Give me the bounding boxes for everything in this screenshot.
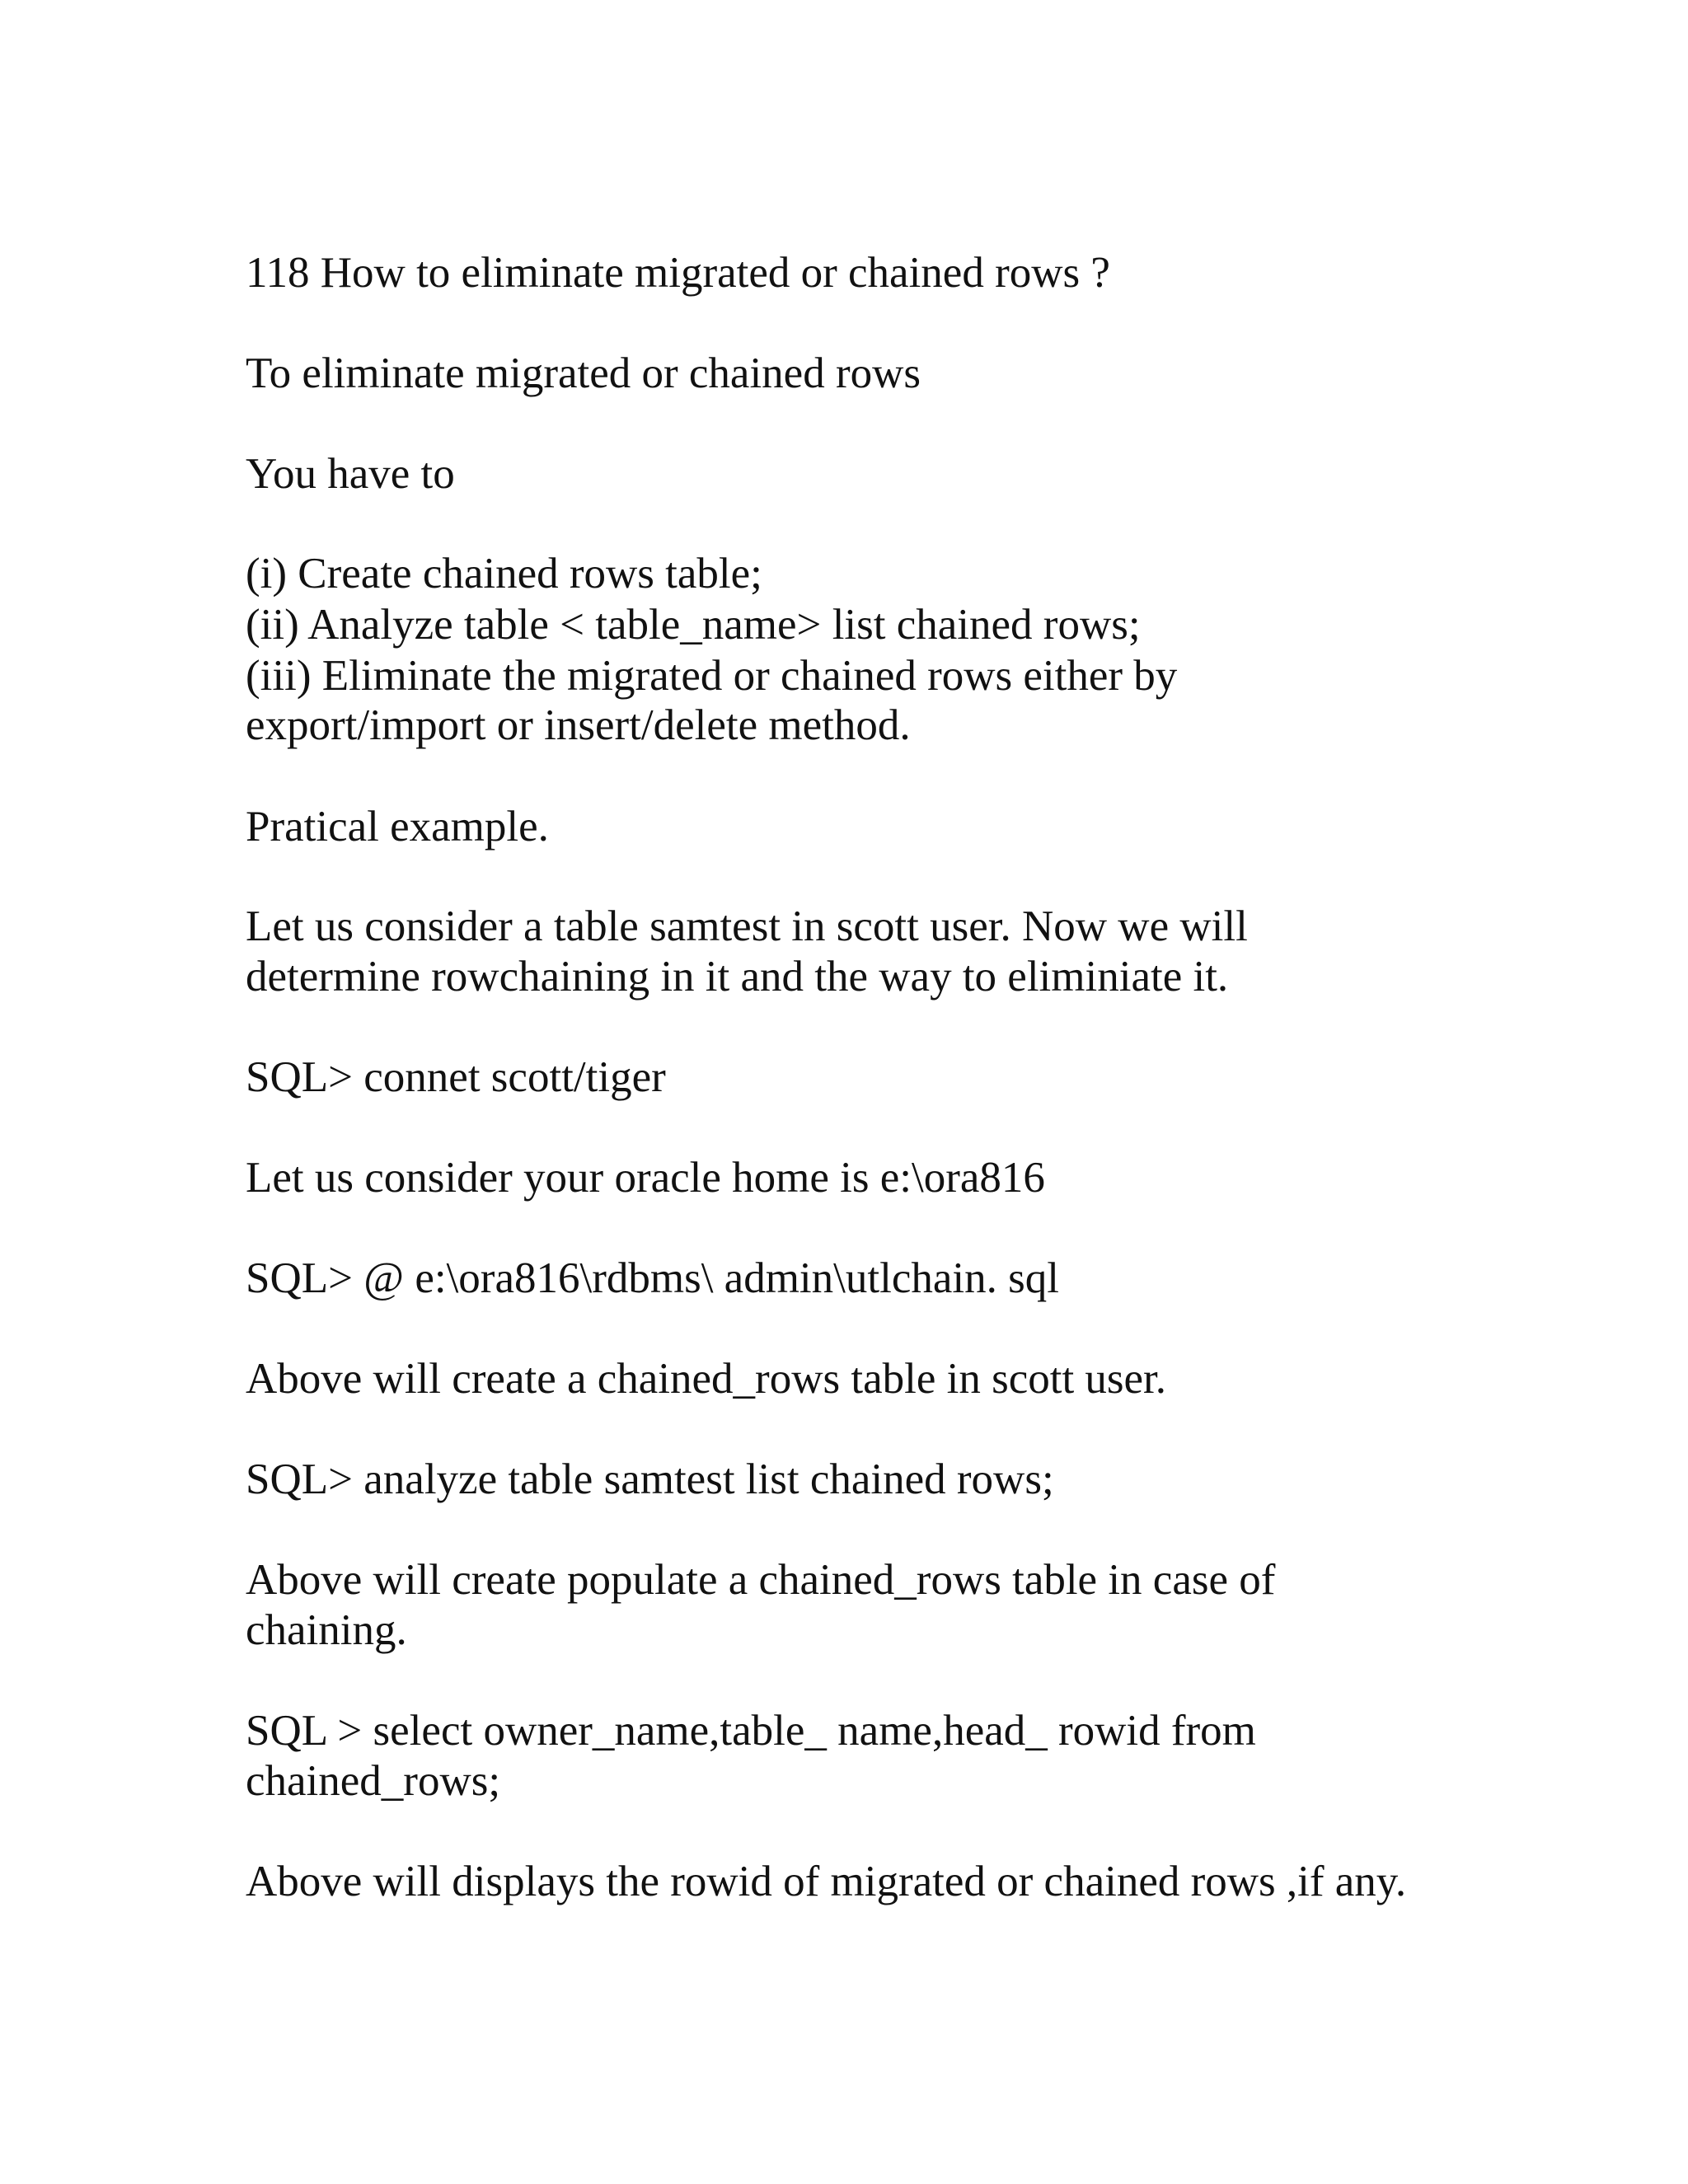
step-line: export/import or insert/delete method. [246,701,911,749]
consider-line: determine rowchaining in it and the way to eliminiate it. [246,953,1229,1001]
you-have-to-line: You have to [246,450,455,498]
above-display-line: Above will displays the rowid of migrated or chained rows ,if any. [246,1858,1407,1905]
step-line: (iii) Eliminate the migrated or chained rows either by [246,652,1178,700]
sql-select-line: SQL > select owner_name,table_ name,head_ rowid from [246,1707,1256,1755]
above-create-line: Above will create a chained_rows table in scott user. [246,1355,1167,1403]
intro-paragraph: To eliminate migrated or chained rows [246,349,921,397]
consider-line: Let us consider a table samtest in scott user. Now we will [246,902,1248,950]
above-populate-line: Above will create populate a chained_rows table in case of [246,1556,1276,1604]
sql-select-line: chained_rows; [246,1757,501,1805]
practical-heading: Pratical example. [246,803,549,851]
sql-analyze-line: SQL> analyze table samtest list chained rows; [246,1455,1054,1503]
oracle-home-line: Let us consider your oracle home is e:\ora816 [246,1154,1045,1202]
step-line: (ii) Analyze table < table_name> list chained rows; [246,601,1141,649]
page-title: 118 How to eliminate migrated or chained rows ? [246,249,1110,297]
above-populate-line: chaining. [246,1606,407,1654]
sql-script-line: SQL> @ e:\ora816\rdbms\ admin\utlchain. sql [246,1254,1059,1302]
sql-connect-line: SQL> connet scott/tiger [246,1053,666,1101]
step-line: (i) Create chained rows table; [246,550,762,598]
